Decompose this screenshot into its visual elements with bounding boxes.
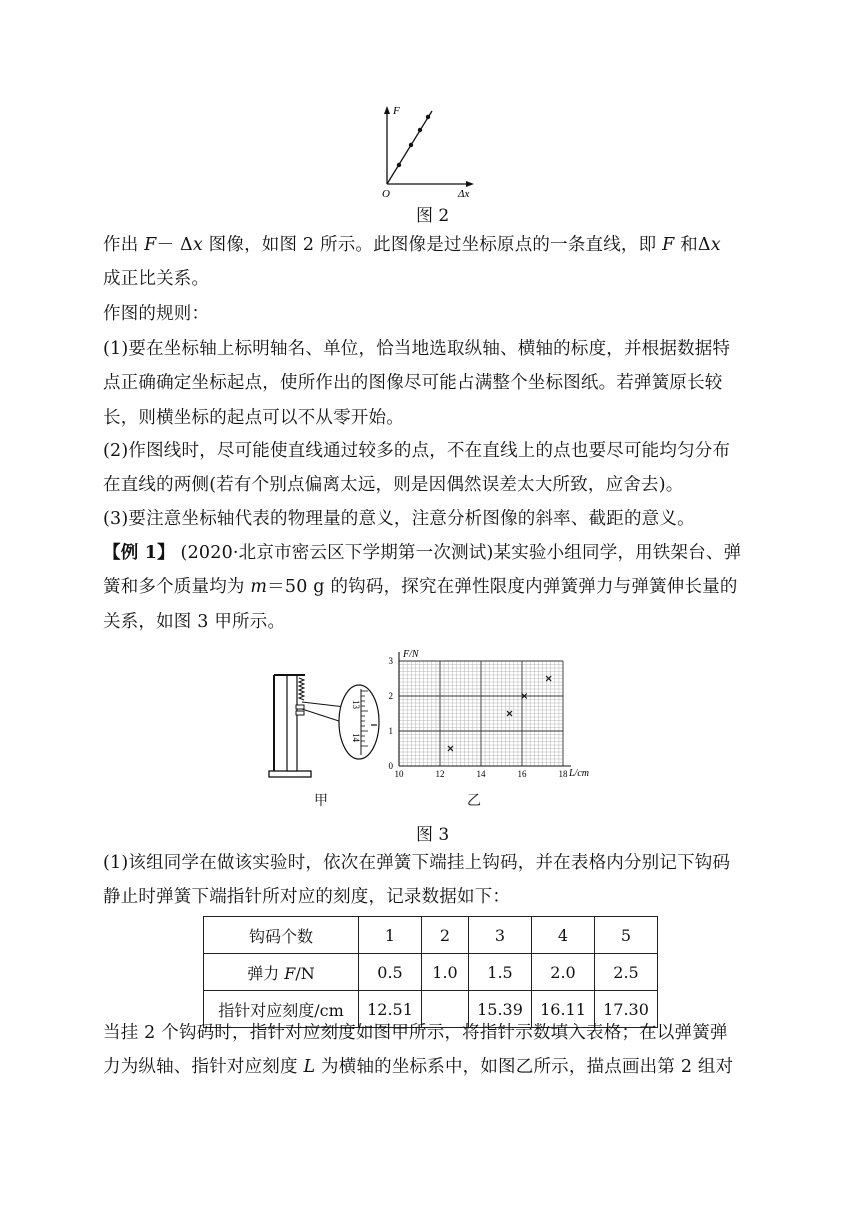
label-jia: 甲 [314, 793, 328, 809]
fig2-x-arrow [466, 181, 474, 187]
hook-weight [296, 705, 304, 709]
scale-bar [287, 675, 297, 771]
question-1: (1)该组同学在做该实验时，依次在弹簧下端挂上钩码，并在表格内分别记下钩码静止时弹簧下端指针所对应的刻度，记录数据如下： [103, 853, 731, 908]
table-row [204, 917, 658, 954]
magnifier-ellipse [339, 685, 379, 759]
fig2-point [409, 143, 413, 147]
y-tick-label: 1 [388, 726, 393, 736]
x-tick-label: 18 [558, 769, 568, 779]
table-cell: 1 [359, 917, 422, 954]
example-1 [103, 536, 743, 639]
text-span: (2020·北京市密云区下学期第一次测试)某实验小组同学，用铁架台、弹簧和多个质量均为 [103, 543, 742, 598]
table-cell: 0.5 [359, 954, 422, 991]
x-tick-label: 14 [476, 769, 486, 779]
hook-weight [296, 711, 304, 715]
table-cell: 3 [469, 917, 532, 954]
table-cell: 2.0 [532, 954, 595, 991]
fig2-caption: 图 2 [416, 206, 450, 226]
rules-title: 作图的规则： [103, 304, 210, 324]
text-span: 图像，如图 2 所示。此图像是过坐标原点的一条直线，即 [202, 235, 663, 255]
ruler-mark-14: 14 [351, 733, 361, 742]
text-span: /N [295, 963, 315, 983]
example-label: 【例 1】 [103, 543, 175, 563]
text-span: 为横轴的坐标系中，如图乙所示，描点画出第 2 组对 [315, 1057, 734, 1078]
stand-base [269, 771, 311, 777]
text-span: 作出 [103, 235, 145, 255]
table-cell: 4 [532, 917, 595, 954]
text-span: 当挂 2 个钩码时，指针对应刻度如图甲所示，将指针示数填入表格；在以弹簧弹力为纵轴、指针对应刻度 [103, 1023, 728, 1078]
y-tick-label: 3 [388, 656, 393, 666]
table-header-cell: 钩码个数 [204, 917, 359, 954]
fig3-caption: 图 3 [416, 825, 450, 845]
text-span: x [710, 235, 721, 255]
label-yi: 乙 [467, 793, 481, 809]
table-header-cell: 指针对应刻度/cm [204, 991, 359, 1028]
fig2-point [426, 115, 430, 119]
table-cell: 1.0 [422, 954, 469, 991]
fig2-point [418, 128, 422, 132]
text-span: x [192, 235, 203, 255]
paragraph-fig2-desc [103, 228, 743, 297]
rule-2: (2)作图线时，尽可能使直线通过较多的点，不在直线上的点也要尽可能均匀分布在直线的两侧(若有个别点偏离太远，则是因偶然误差太大所致，应舍去)。 [103, 441, 731, 496]
pointer-leader [302, 702, 345, 707]
x-tick-label: 12 [435, 769, 445, 779]
fig2-line [387, 111, 432, 184]
text-span: 成正比关系。 [103, 269, 210, 290]
table-cell: 1.5 [469, 954, 532, 991]
table-header-cell [204, 954, 359, 991]
rule-3: (3)要注意坐标轴代表的物理量的意义，注意分析图像的斜率、截距的意义。 [103, 509, 695, 529]
spring [299, 678, 304, 700]
y-tick-label: 0 [388, 761, 393, 771]
text-span: F [284, 963, 296, 983]
table-cell: 15.39 [469, 991, 532, 1028]
table-cell: 2.5 [595, 954, 658, 991]
text-span: － Δ [156, 235, 193, 255]
table-cell: 2 [422, 917, 469, 954]
table-cell: 12.51 [359, 991, 422, 1028]
x-tick-label: 16 [517, 769, 527, 779]
fig2-axis-x-label: Δx [458, 188, 470, 200]
fig2-y-arrow [384, 106, 390, 114]
question-1-continued [103, 1016, 743, 1085]
text-span: 弹力 [247, 963, 285, 983]
x-tick-label: 10 [394, 769, 404, 779]
y-tick-label: 2 [388, 691, 393, 701]
figure-2 [370, 100, 490, 200]
table-row [204, 954, 658, 991]
table-cell: 16.11 [532, 991, 595, 1028]
chart-x-axis-label: L/cm [569, 768, 589, 779]
text-span: m [250, 577, 268, 598]
text-span: F [662, 235, 675, 255]
chart-y-axis-label: F/N [403, 649, 419, 660]
rule-1: (1)要在坐标轴上标明轴名、单位，恰当地选取纵轴、横轴的标度，并根据数据特点正确确定坐标起点，使所作出的图像尽可能占满整个坐标图纸。若弹簧原长较长，则横坐标的起点可以不从零开始。 [103, 339, 731, 428]
fig2-axis-y-label: F [393, 105, 400, 117]
text-span: L [303, 1057, 316, 1078]
fig2-point [397, 163, 401, 167]
ruler-mark-13: 13 [351, 700, 361, 709]
text-span: ＝50 g 的钩码，探究在弹性限度内弹簧弹力与弹簧伸长量的关系，如图 3 甲所示。 [103, 577, 738, 632]
text-span: F [144, 235, 157, 255]
fig2-origin-label: O [382, 188, 390, 200]
text-span: 和Δ [674, 235, 711, 255]
figure-3-chart [383, 648, 589, 783]
table-cell: 17.30 [595, 991, 658, 1028]
data-table [203, 916, 658, 1028]
table-cell: 5 [595, 917, 658, 954]
